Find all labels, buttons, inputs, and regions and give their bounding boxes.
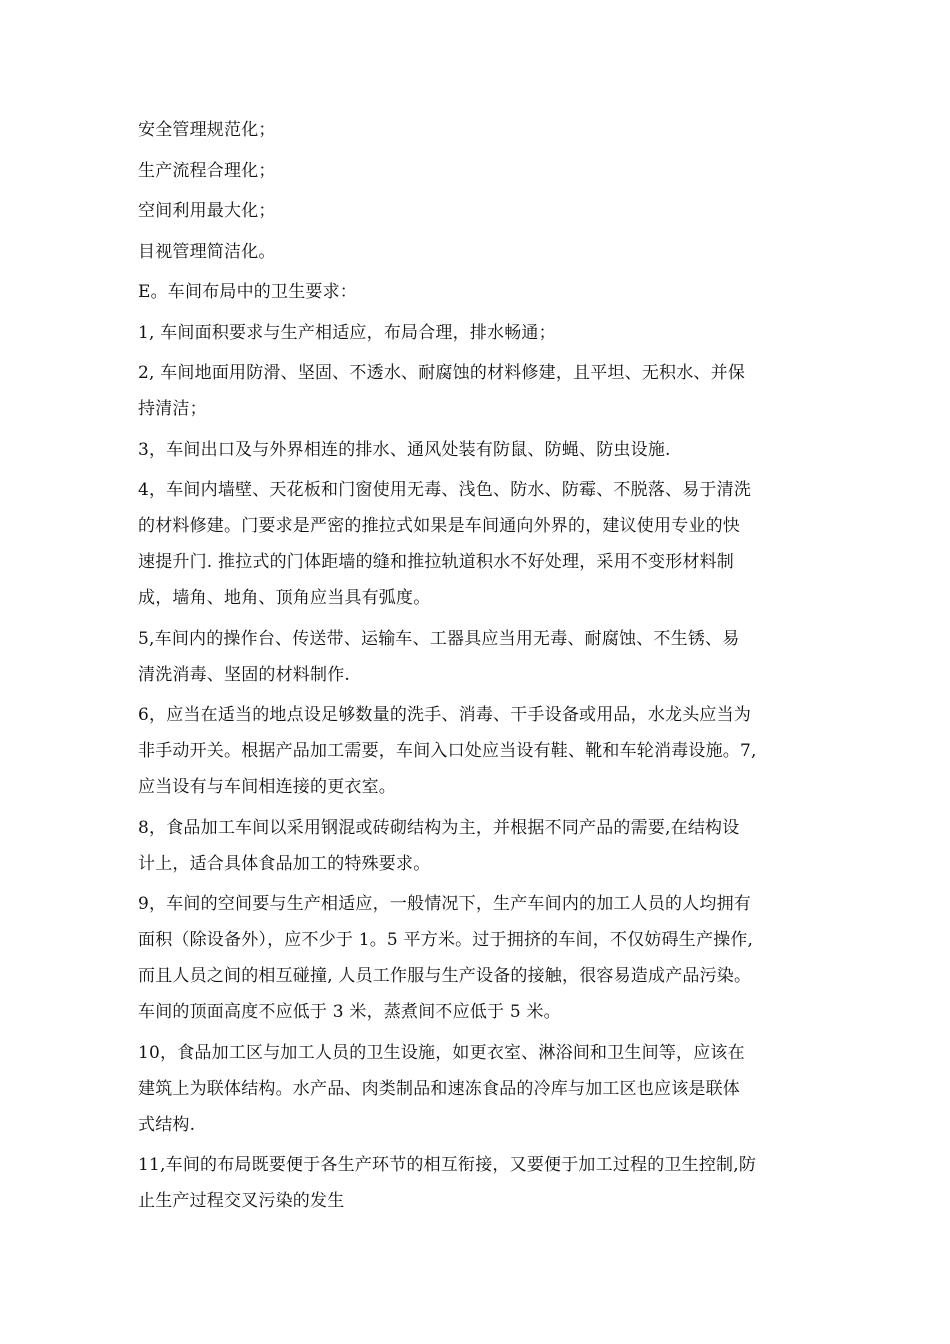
paragraph [138, 697, 818, 805]
text-line: 2, 车间地面用防滑、坚固、不透水、耐腐蚀的材料修建，且平坦、无积水、并保 [138, 363, 746, 383]
text-line: 安全管理规范化； [138, 120, 276, 140]
text-line: 车间的顶面高度不应低于 3 米，蒸煮间不应低于 5 米。 [138, 1002, 561, 1022]
paragraph [138, 112, 818, 148]
text-line: 清洗消毒、坚固的材料制作. [138, 664, 351, 685]
text-line: 计上，适合具体食品加工的特殊要求。 [138, 853, 431, 874]
text-line: 6，应当在适当的地点设足够数量的洗手、消毒、干手设备或用品，水龙头应当为 [138, 705, 752, 725]
text-line: 11,车间的布局既要便于各生产环节的相互衔接，又要便于加工过程的卫生控制,防 [138, 1155, 757, 1175]
text-line: 10，食品加工区与加工人员的卫生设施，如更衣室、淋浴间和卫生间等，应该在 [138, 1042, 745, 1063]
paragraph [138, 315, 818, 351]
text-line: E。车间布局中的卫生要求： [138, 282, 358, 302]
text-line: 持清洁； [138, 399, 207, 419]
paragraph [138, 355, 818, 427]
paragraph [138, 1035, 818, 1143]
text-line: 建筑上为联体结构。水产品、肉类制品和速冻食品的冷库与加工区也应该是联体 [138, 1078, 740, 1099]
text-line: 止生产过程交叉污染的发生 [138, 1191, 345, 1211]
text-line: 8，食品加工车间以采用钢混或砖砌结构为主，并根据不同产品的需要,在结构设 [138, 817, 740, 838]
paragraph [138, 193, 818, 229]
document-page [138, 112, 818, 1224]
paragraph [138, 153, 818, 189]
text-line: 生产流程合理化； [138, 160, 276, 181]
paragraph [138, 472, 818, 616]
text-line: 空间利用最大化； [138, 201, 276, 221]
text-line: 的材料修建。门要求是严密的推拉式如果是车间通向外界的，建议使用专业的快 [138, 516, 740, 536]
paragraph [138, 274, 818, 310]
text-line: 成，墙角、地角、顶角应当具有弧度。 [138, 588, 431, 608]
text-line: 而且人员之间的相互碰撞, 人员工作服与生产设备的接触，很容易造成产品污染。 [138, 966, 752, 986]
paragraph [138, 234, 818, 270]
paragraph [138, 432, 818, 468]
text-line: 速提升门. 推拉式的门体距墙的缝和推拉轨道积水不好处理，采用不变形材料制 [138, 552, 735, 572]
text-line: 面积（除设备外），应不少于 1。5 平方米。过于拥挤的车间，不仅妨碍生产操作, [138, 930, 754, 950]
text-line: 式结构. [138, 1114, 196, 1135]
text-line: 9，车间的空间要与生产相适应，一般情况下，生产车间内的加工人员的人均拥有 [138, 894, 752, 914]
text-line: 1, 车间面积要求与生产相适应，布局合理，排水畅通； [138, 322, 556, 343]
text-line: 非手动开关。根据产品加工需要，车间入口处应当设有鞋、靴和车轮消毒设施。7, [138, 741, 757, 761]
text-line: 5,车间内的操作台、传送带、运输车、工器具应当用无毒、耐腐蚀、不生锈、易 [138, 628, 740, 649]
text-line: 3，车间出口及与外界相连的排水、通风处装有防鼠、防蝇、防虫设施. [138, 439, 671, 460]
text-line: 应当设有与车间相连接的更衣室。 [138, 777, 396, 797]
paragraph [138, 810, 818, 882]
text-line: 目视管理简洁化。 [138, 241, 276, 262]
text-line: 4，车间内墙壁、天花板和门窗使用无毒、浅色、防水、防霉、不脱落、易于清洗 [138, 480, 752, 500]
paragraph [138, 886, 818, 1030]
paragraph [138, 1147, 818, 1219]
paragraph [138, 621, 818, 693]
